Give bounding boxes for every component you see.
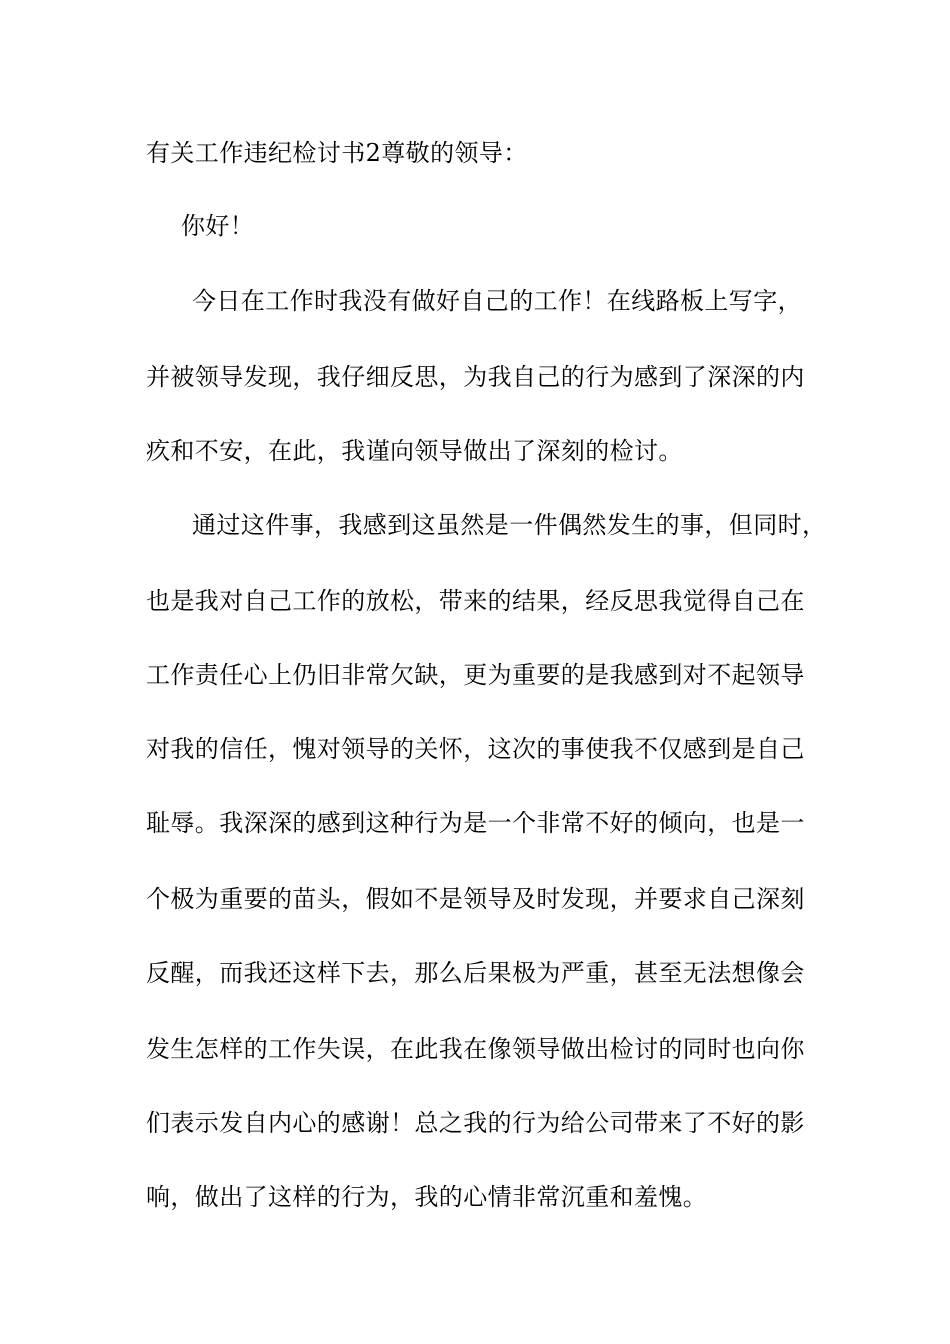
body-text-line: 对我的信任，愧对领导的关怀，这次的事使我不仅感到是自己 xyxy=(146,735,805,763)
body-text-line: 疚和不安，在此，我谨向领导做出了深刻的检讨。 xyxy=(146,437,683,465)
greeting-line: 你好！ xyxy=(181,212,255,240)
body-text-line: 响，做出了这样的行为，我的心情非常沉重和羞愧。 xyxy=(146,1183,708,1211)
body-text-line: 耻辱。我深深的感到这种行为是一个非常不好的倾向，也是一 xyxy=(146,809,805,837)
body-text-line: 并被领导发现，我仔细反思，为我自己的行为感到了深深的内 xyxy=(146,363,805,391)
body-text-line: 今日在工作时我没有做好自己的工作！在线路板上写字， xyxy=(192,287,802,315)
body-text-line: 发生怎样的工作失误，在此我在像领导做出检讨的同时也向你 xyxy=(146,1035,805,1063)
body-text-line: 通过这件事，我感到这虽然是一件偶然发生的事，但同时， xyxy=(192,511,827,539)
document-title-line: 有关工作违纪检讨书2尊敬的领导： xyxy=(146,139,528,167)
body-text-line: 反醒，而我还这样下去，那么后果极为严重，甚至无法想像会 xyxy=(146,959,805,987)
body-text-line: 个极为重要的苗头，假如不是领导及时发现，并要求自己深刻 xyxy=(146,885,805,913)
body-text-line: 们表示发自内心的感谢！总之我的行为给公司带来了不好的影 xyxy=(146,1109,805,1137)
body-text-line: 也是我对自己工作的放松，带来的结果，经反思我觉得自己在 xyxy=(146,587,805,615)
body-text-line: 工作责任心上仍旧非常欠缺，更为重要的是我感到对不起领导 xyxy=(146,661,805,689)
